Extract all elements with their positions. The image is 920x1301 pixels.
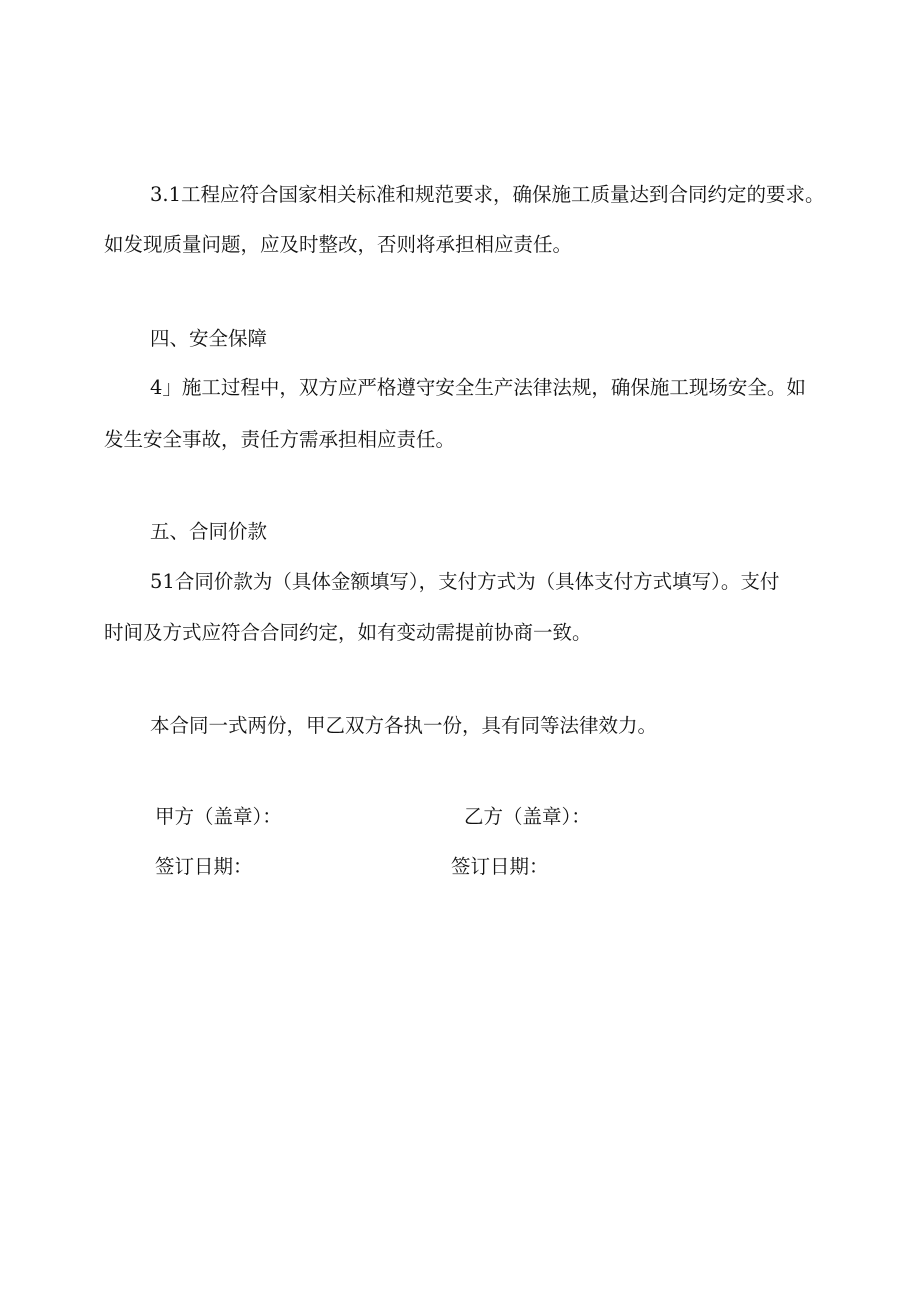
closing-statement: 本合同一式两份，甲乙双方各执一份，具有同等法律效力。 (150, 714, 658, 737)
price-clause-line-1: 51合同价款为（具体金额填写），支付方式为（具体支付方式填写）。支付 (150, 570, 780, 593)
quality-clause-line-2: 如发现质量问题，应及时整改，否则将承担相应责任。 (104, 233, 573, 256)
safety-clause-line-2: 发生安全事故，责任方需承担相应责任。 (104, 428, 456, 451)
safety-heading: 四、安全保障 (150, 327, 268, 350)
price-clause-line-2: 时间及方式应符合合同约定，如有变动需提前协商一致。 (104, 621, 592, 644)
party-b-date-label: 签订日期： (451, 855, 549, 878)
price-heading: 五、合同价款 (150, 520, 268, 543)
party-a-date-label: 签订日期： (155, 855, 253, 878)
safety-clause-line-1: 4」施工过程中，双方应严格遵守安全生产法律法规，确保施工现场安全。如 (150, 376, 806, 399)
party-a-seal-label: 甲方（盖章）： (155, 805, 282, 828)
party-b-seal-label: 乙方（盖章）： (464, 805, 591, 828)
quality-clause-line-1: 3.1工程应符合国家相关标准和规范要求，确保施工质量达到合同约定的要求。 (150, 183, 825, 206)
